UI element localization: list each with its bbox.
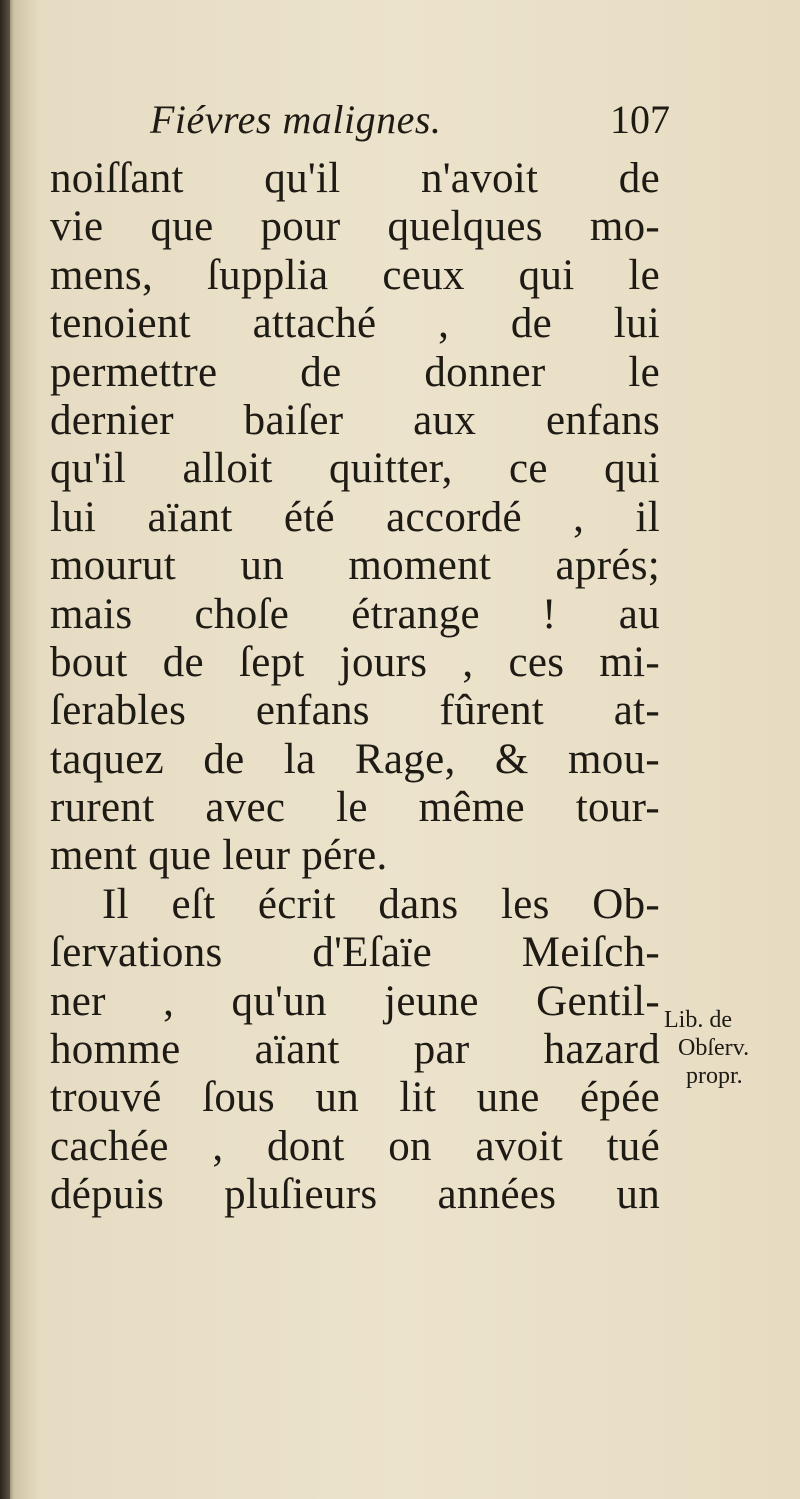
text-line: ſervations d'Eſaïe Meiſch- <box>50 929 660 977</box>
text-line: mais choſe étrange ! au <box>50 590 660 638</box>
text-line: permettre de donner le <box>50 348 660 396</box>
book-spine-shadow <box>0 0 10 1499</box>
text-line: homme aïant par hazard <box>50 1026 660 1074</box>
margin-note-line: Lib. de <box>664 1007 732 1033</box>
text-line: mens, ſupplia ceux qui le <box>50 251 660 299</box>
text-line: ſerables enfans fûrent at- <box>50 687 660 735</box>
text-line: dernier baiſer aux enfans <box>50 396 660 444</box>
text-line: taquez de la Rage, & mou- <box>50 735 660 783</box>
text-line-paragraph-start: Il eſt écrit dans les Ob- <box>102 880 660 928</box>
text-line: ner , qu'un jeune Gentil- <box>50 977 660 1025</box>
text-line: bout de ſept jours , ces mi- <box>50 638 660 686</box>
text-line-paragraph-end: ment que leur pére. <box>50 832 388 880</box>
text-line: tenoient attaché , de lui <box>50 300 660 348</box>
page-number: 107 <box>610 97 670 142</box>
text-line: noiſſant qu'il n'avoit de <box>50 155 660 202</box>
running-title: Fiévres malignes. <box>150 97 442 142</box>
margin-note-line: propr. <box>686 1063 743 1089</box>
body-text <box>50 155 660 1220</box>
margin-note <box>664 1006 796 1090</box>
text-line: cachée , dont on avoit tué <box>50 1122 660 1170</box>
text-line: qu'il alloit quitter, ce qui <box>50 445 660 493</box>
text-line: dépuis pluſieurs années un <box>50 1171 660 1219</box>
page-header <box>150 96 670 156</box>
text-line: lui aïant été accordé , il <box>50 493 660 541</box>
text-line: mourut un moment aprés; <box>50 542 660 590</box>
margin-note-line: Obſerv. <box>678 1035 750 1061</box>
text-line: vie que pour quelques mo- <box>50 203 660 251</box>
text-line: trouvé ſous un lit une épée <box>50 1074 660 1122</box>
text-line: rurent avec le même tour- <box>50 784 660 832</box>
